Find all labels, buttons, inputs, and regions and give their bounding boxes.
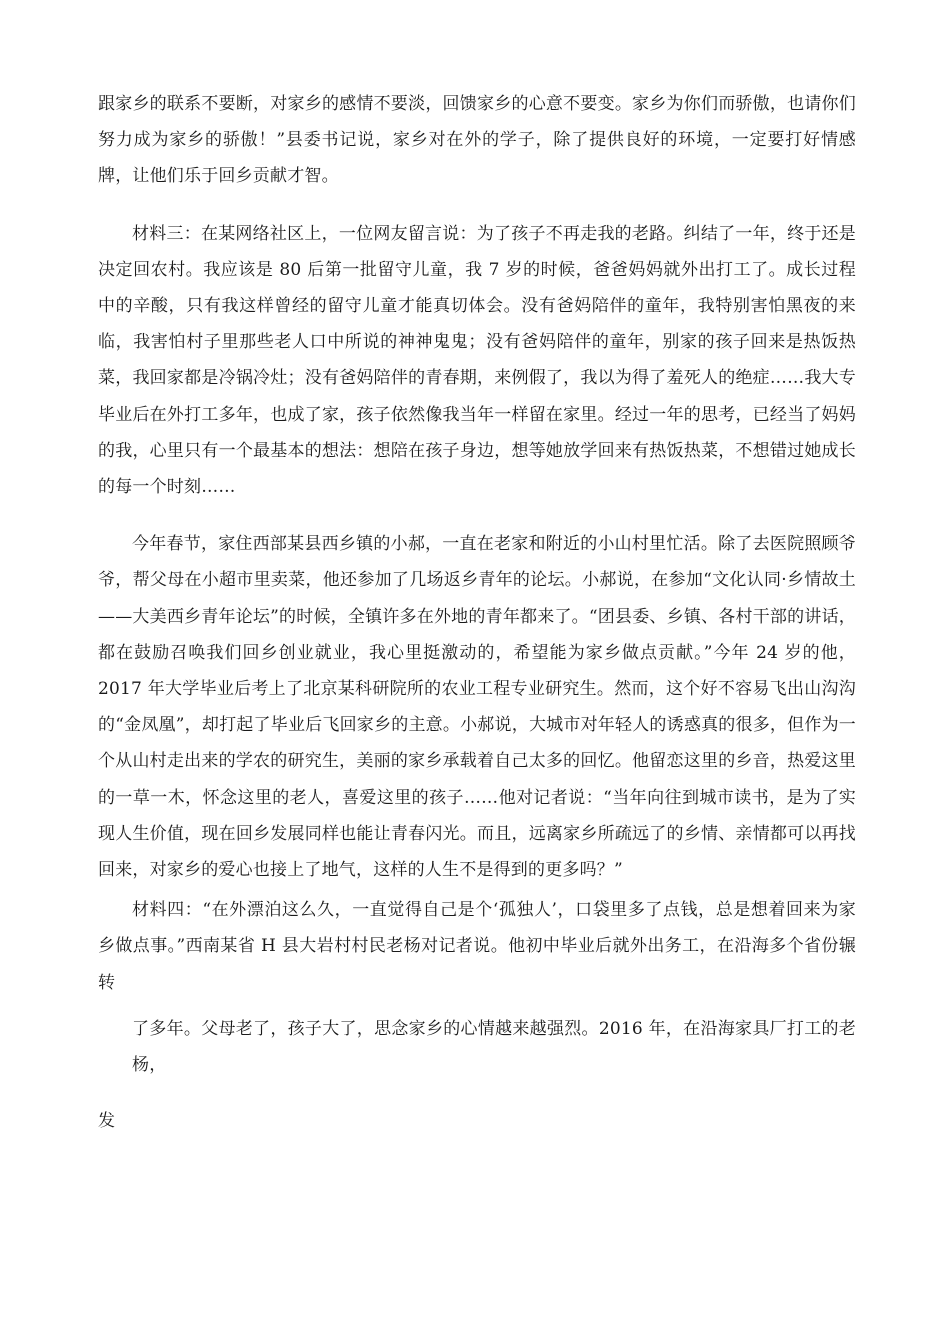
paragraph-xiao-hao: 今年春节，家住西部某县西乡镇的小郝，一直在老家和附近的小山村里忙活。除了去医院照顾爷爷，帮父母在小超市里卖菜，他还参加了几场返乡青年的论坛。小郝说，在参加“文化认同·乡情故土——大美西乡青年论坛”的时候，全镇许多在外地的青年都来了。“团县委、乡镇、各村干部的讲话，都在鼓励召唤我们回乡创业就业，我心里挺激动的，希望能为家乡做点贡献。”今年 24 岁的他，2017 年大学毕业后考上了北京某科研院所的农业工程专业研究生。然而，这个好不容易飞出山沟沟的“金凤凰”，却打起了毕业后飞回家乡的主意。小郝说，大城市对年轻人的诱惑真的很多，但作为一个从山村走出来的学农的研究生，美丽的家乡承载着自己太多的回忆。他留恋这里的乡音，热爱这里的一草一木，怀念这里的老人，喜爱这里的孩子……他对记者说：“当年向往到城市读书，是为了实现人生价值，现在回乡发展同样也能让青春闪光。而且，远离家乡所疏远了的乡情、亲情都可以再找回来，对家乡的爱心也接上了地气，这样的人生不是得到的更多吗？” <box>98 534 856 881</box>
document-page <box>98 86 856 1139</box>
paragraph-fragment: 发 <box>98 1111 116 1132</box>
paragraph-material-four: 材料四：“在外漂泊这么久，一直觉得自己是个‘孤独人’，口袋里多了点钱，总是想着回来为家乡做点事。”西南某省 H 县大岩村村民老杨对记者说。他初中毕业后就外出务工，在沿海多个省份辗转 <box>98 900 856 993</box>
paragraph-material-three: 材料三：在某网络社区上，一位网友留言说：为了孩子不再走我的老路。纠结了一年，终于还是决定回农村。我应该是 80 后第一批留守儿童，我 7 岁的时候，爸爸妈妈就外出打工了。成长过程中的辛酸，只有我这样曾经的留守儿童才能真切体会。没有爸妈陪伴的童年，我特别害怕黑夜的来临，我害怕村子里那些老人口中所说的神神鬼鬼；没有爸妈陪伴的童年，别家的孩子回来是热饭热菜，我回家都是冷锅冷灶；没有爸妈陪伴的青春期，来例假了，我以为得了羞死人的绝症……我大专毕业后在外打工多年，也成了家，孩子依然像我当年一样留在家里。经过一年的思考，已经当了妈妈的我，心里只有一个最基本的想法：想陪在孩子身边，想等她放学回来有热饭热菜，不想错过她成长的每一个时刻…… <box>98 223 856 498</box>
paragraph-county-secretary: 跟家乡的联系不要断，对家乡的感情不要淡，回馈家乡的心意不要变。家乡为你们而骄傲，也请你们努力成为家乡的骄傲！”县委书记说，家乡对在外的学子，除了提供良好的环境，一定要打好情感牌，让他们乐于回乡贡献才智。 <box>98 94 856 187</box>
paragraph-material-four-continued: 了多年。父母老了，孩子大了，思念家乡的心情越来越强烈。2016 年，在沿海家具厂打工的老杨， <box>132 1018 856 1076</box>
